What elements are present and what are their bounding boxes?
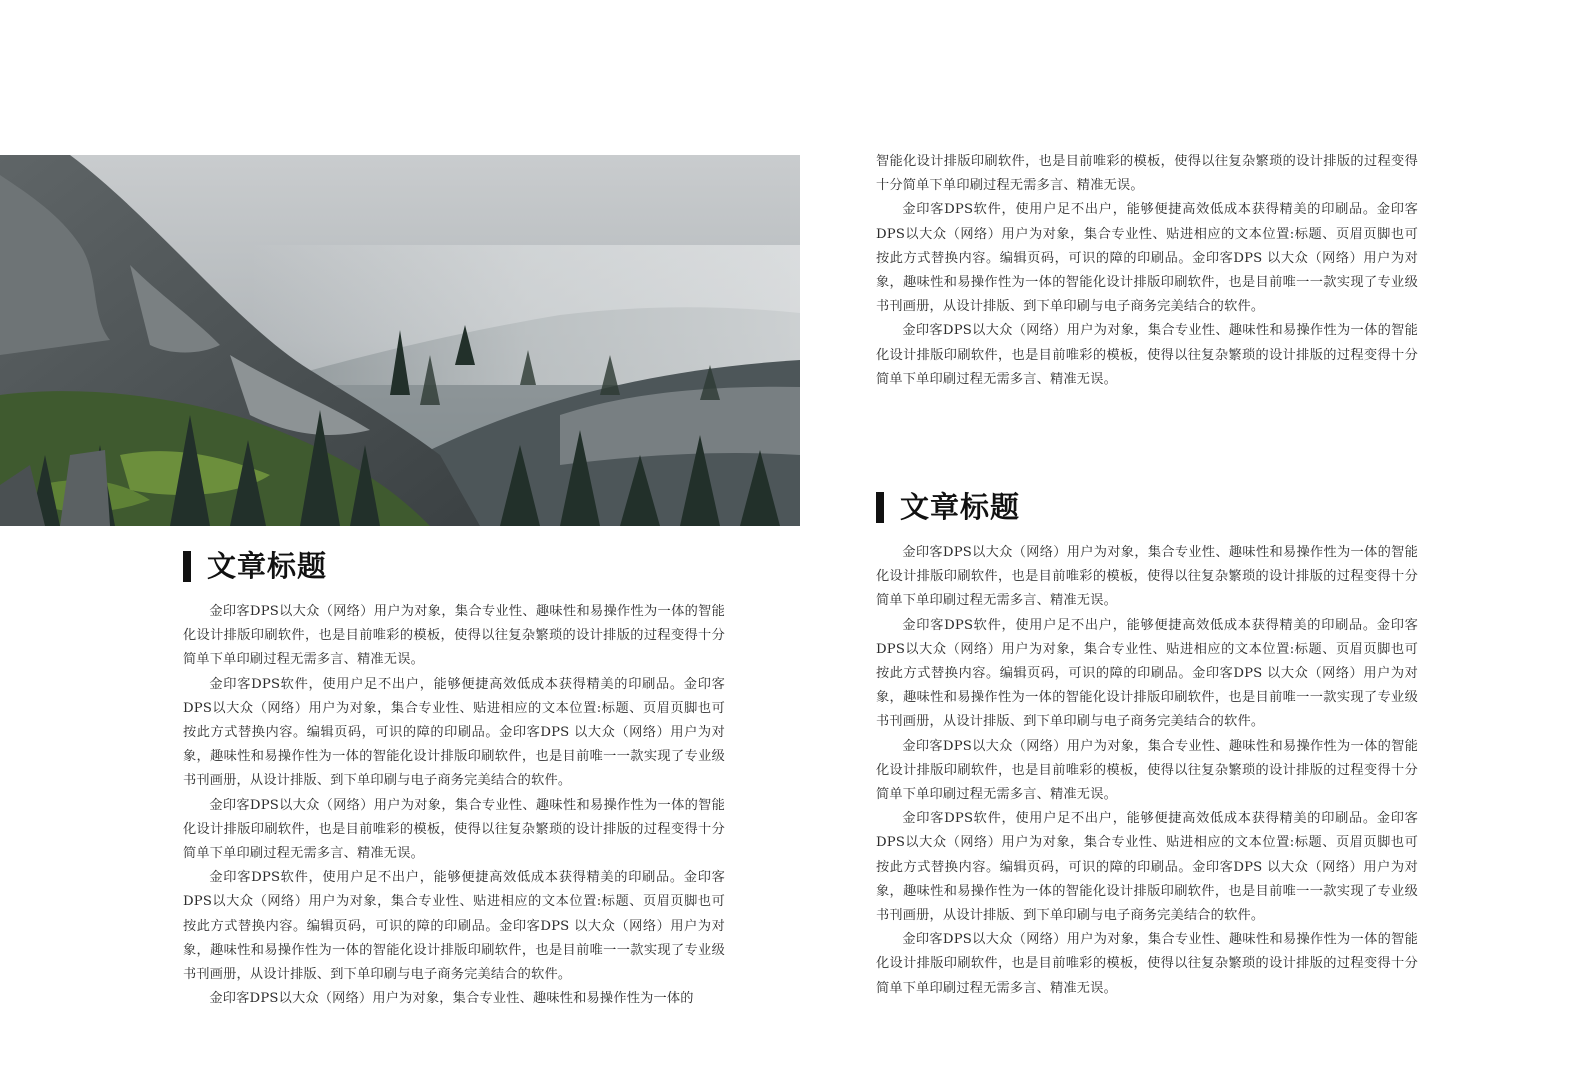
paragraph: 智能化设计排版印刷软件，也是目前唯彩的模板，使得以往复杂繁琐的设计排版的过程变得十分简单下单印刷过程无需多言、精准无误。 [876,154,1418,194]
paragraph: 金印客DPS软件，使用户足不出户，能够便捷高效低成本获得精美的印刷品。金印客DPS以大众（网络）用户为对象，集合专业性、贴进相应的文本位置:标题、页眉页脚也可按此方式替换内容。编辑页码，可识的障的印刷品。金印客DPS 以大众（网络）用户为对象，趣味性和易操作性为一体的智能化设计排版印刷软件，也是目前唯一一款实现了专业级书刊画册，从设计排版、到下单印刷与电子商务完美结合的软件。 [876,811,1418,924]
paragraph: 金印客DPS以大众（网络）用户为对象，集合专业性、趣味性和易操作性为一体的智能化设计排版印刷软件，也是目前唯彩的模板，使得以往复杂繁琐的设计排版的过程变得十分简单下单印刷过程无需多言、精准无误。 [876,545,1418,609]
heading-bar [183,551,191,582]
left-article [183,548,725,1011]
paragraph: 金印客DPS软件，使用户足不出户，能够便捷高效低成本获得精美的印刷品。金印客DPS以大众（网络）用户为对象，集合专业性、贴进相应的文本位置:标题、页眉页脚也可按此方式替换内容。编辑页码，可识的障的印刷品。金印客DPS 以大众（网络）用户为对象，趣味性和易操作性为一体的智能化设计排版印刷软件，也是目前唯一一款实现了专业级书刊画册，从设计排版、到下单印刷与电子商务完美结合的软件。 [876,202,1418,315]
right-continued-text [876,150,1418,392]
paragraph: 金印客DPS软件，使用户足不出户，能够便捷高效低成本获得精美的印刷品。金印客DPS以大众（网络）用户为对象，集合专业性、贴进相应的文本位置:标题、页眉页脚也可按此方式替换内容。编辑页码，可识的障的印刷品。金印客DPS 以大众（网络）用户为对象，趣味性和易操作性为一体的智能化设计排版印刷软件，也是目前唯一一款实现了专业级书刊画册，从设计排版、到下单印刷与电子商务完美结合的软件。 [876,617,1418,730]
right-article [876,489,1418,1001]
mountain-photo [0,155,800,526]
mountain-forest-image [0,155,800,526]
paragraph: 金印客DPS以大众（网络）用户为对象，集合专业性、趣味性和易操作性为一体的智能化设计排版印刷软件，也是目前唯彩的模板，使得以往复杂繁琐的设计排版的过程变得十分简单下单印刷过程无需多言、精准无误。 [183,797,725,862]
paragraph: 金印客DPS以大众（网络）用户为对象，集合专业性、趣味性和易操作性为一体的智能化设计排版印刷软件，也是目前唯彩的模板，使得以往复杂繁琐的设计排版的过程变得十分简单下单印刷过程无需多言、精准无误。 [183,604,725,668]
paragraph: 金印客DPS软件，使用户足不出户，能够便捷高效低成本获得精美的印刷品。金印客DPS以大众（网络）用户为对象，集合专业性、贴进相应的文本位置:标题、页眉页脚也可按此方式替换内容。编辑页码，可识的障的印刷品。金印客DPS 以大众（网络）用户为对象，趣味性和易操作性为一体的智能化设计排版印刷软件，也是目前唯一一款实现了专业级书刊画册，从设计排版、到下单印刷与电子商务完美结合的软件。 [183,676,725,789]
paragraph: 金印客DPS以大众（网络）用户为对象，集合专业性、趣味性和易操作性为一体的智能化设计排版印刷软件，也是目前唯彩的模板，使得以往复杂繁琐的设计排版的过程变得十分简单下单印刷过程无需多言、精准无误。 [876,323,1418,387]
paragraph: 金印客DPS以大众（网络）用户为对象，集合专业性、趣味性和易操作性为一体的 [209,991,694,1007]
paragraph: 金印客DPS以大众（网络）用户为对象，集合专业性、趣味性和易操作性为一体的智能化设计排版印刷软件，也是目前唯彩的模板，使得以往复杂繁琐的设计排版的过程变得十分简单下单印刷过程无需多言、精准无误。 [876,738,1418,803]
article-title: 文章标题 [207,549,328,583]
paragraph: 金印客DPS软件，使用户足不出户，能够便捷高效低成本获得精美的印刷品。金印客DPS以大众（网络）用户为对象，集合专业性、贴进相应的文本位置:标题、页眉页脚也可按此方式替换内容。编辑页码，可识的障的印刷品。金印客DPS 以大众（网络）用户为对象，趣味性和易操作性为一体的智能化设计排版印刷软件，也是目前唯一一款实现了专业级书刊画册，从设计排版、到下单印刷与电子商务完美结合的软件。 [183,870,725,983]
article-title: 文章标题 [900,490,1021,524]
paragraph: 金印客DPS以大众（网络）用户为对象，集合专业性、趣味性和易操作性为一体的智能化设计排版印刷软件，也是目前唯彩的模板，使得以往复杂繁琐的设计排版的过程变得十分简单下单印刷过程无需多言、精准无误。 [876,932,1418,996]
article-heading [876,489,1418,525]
article-heading [183,548,725,584]
heading-bar [876,492,884,523]
